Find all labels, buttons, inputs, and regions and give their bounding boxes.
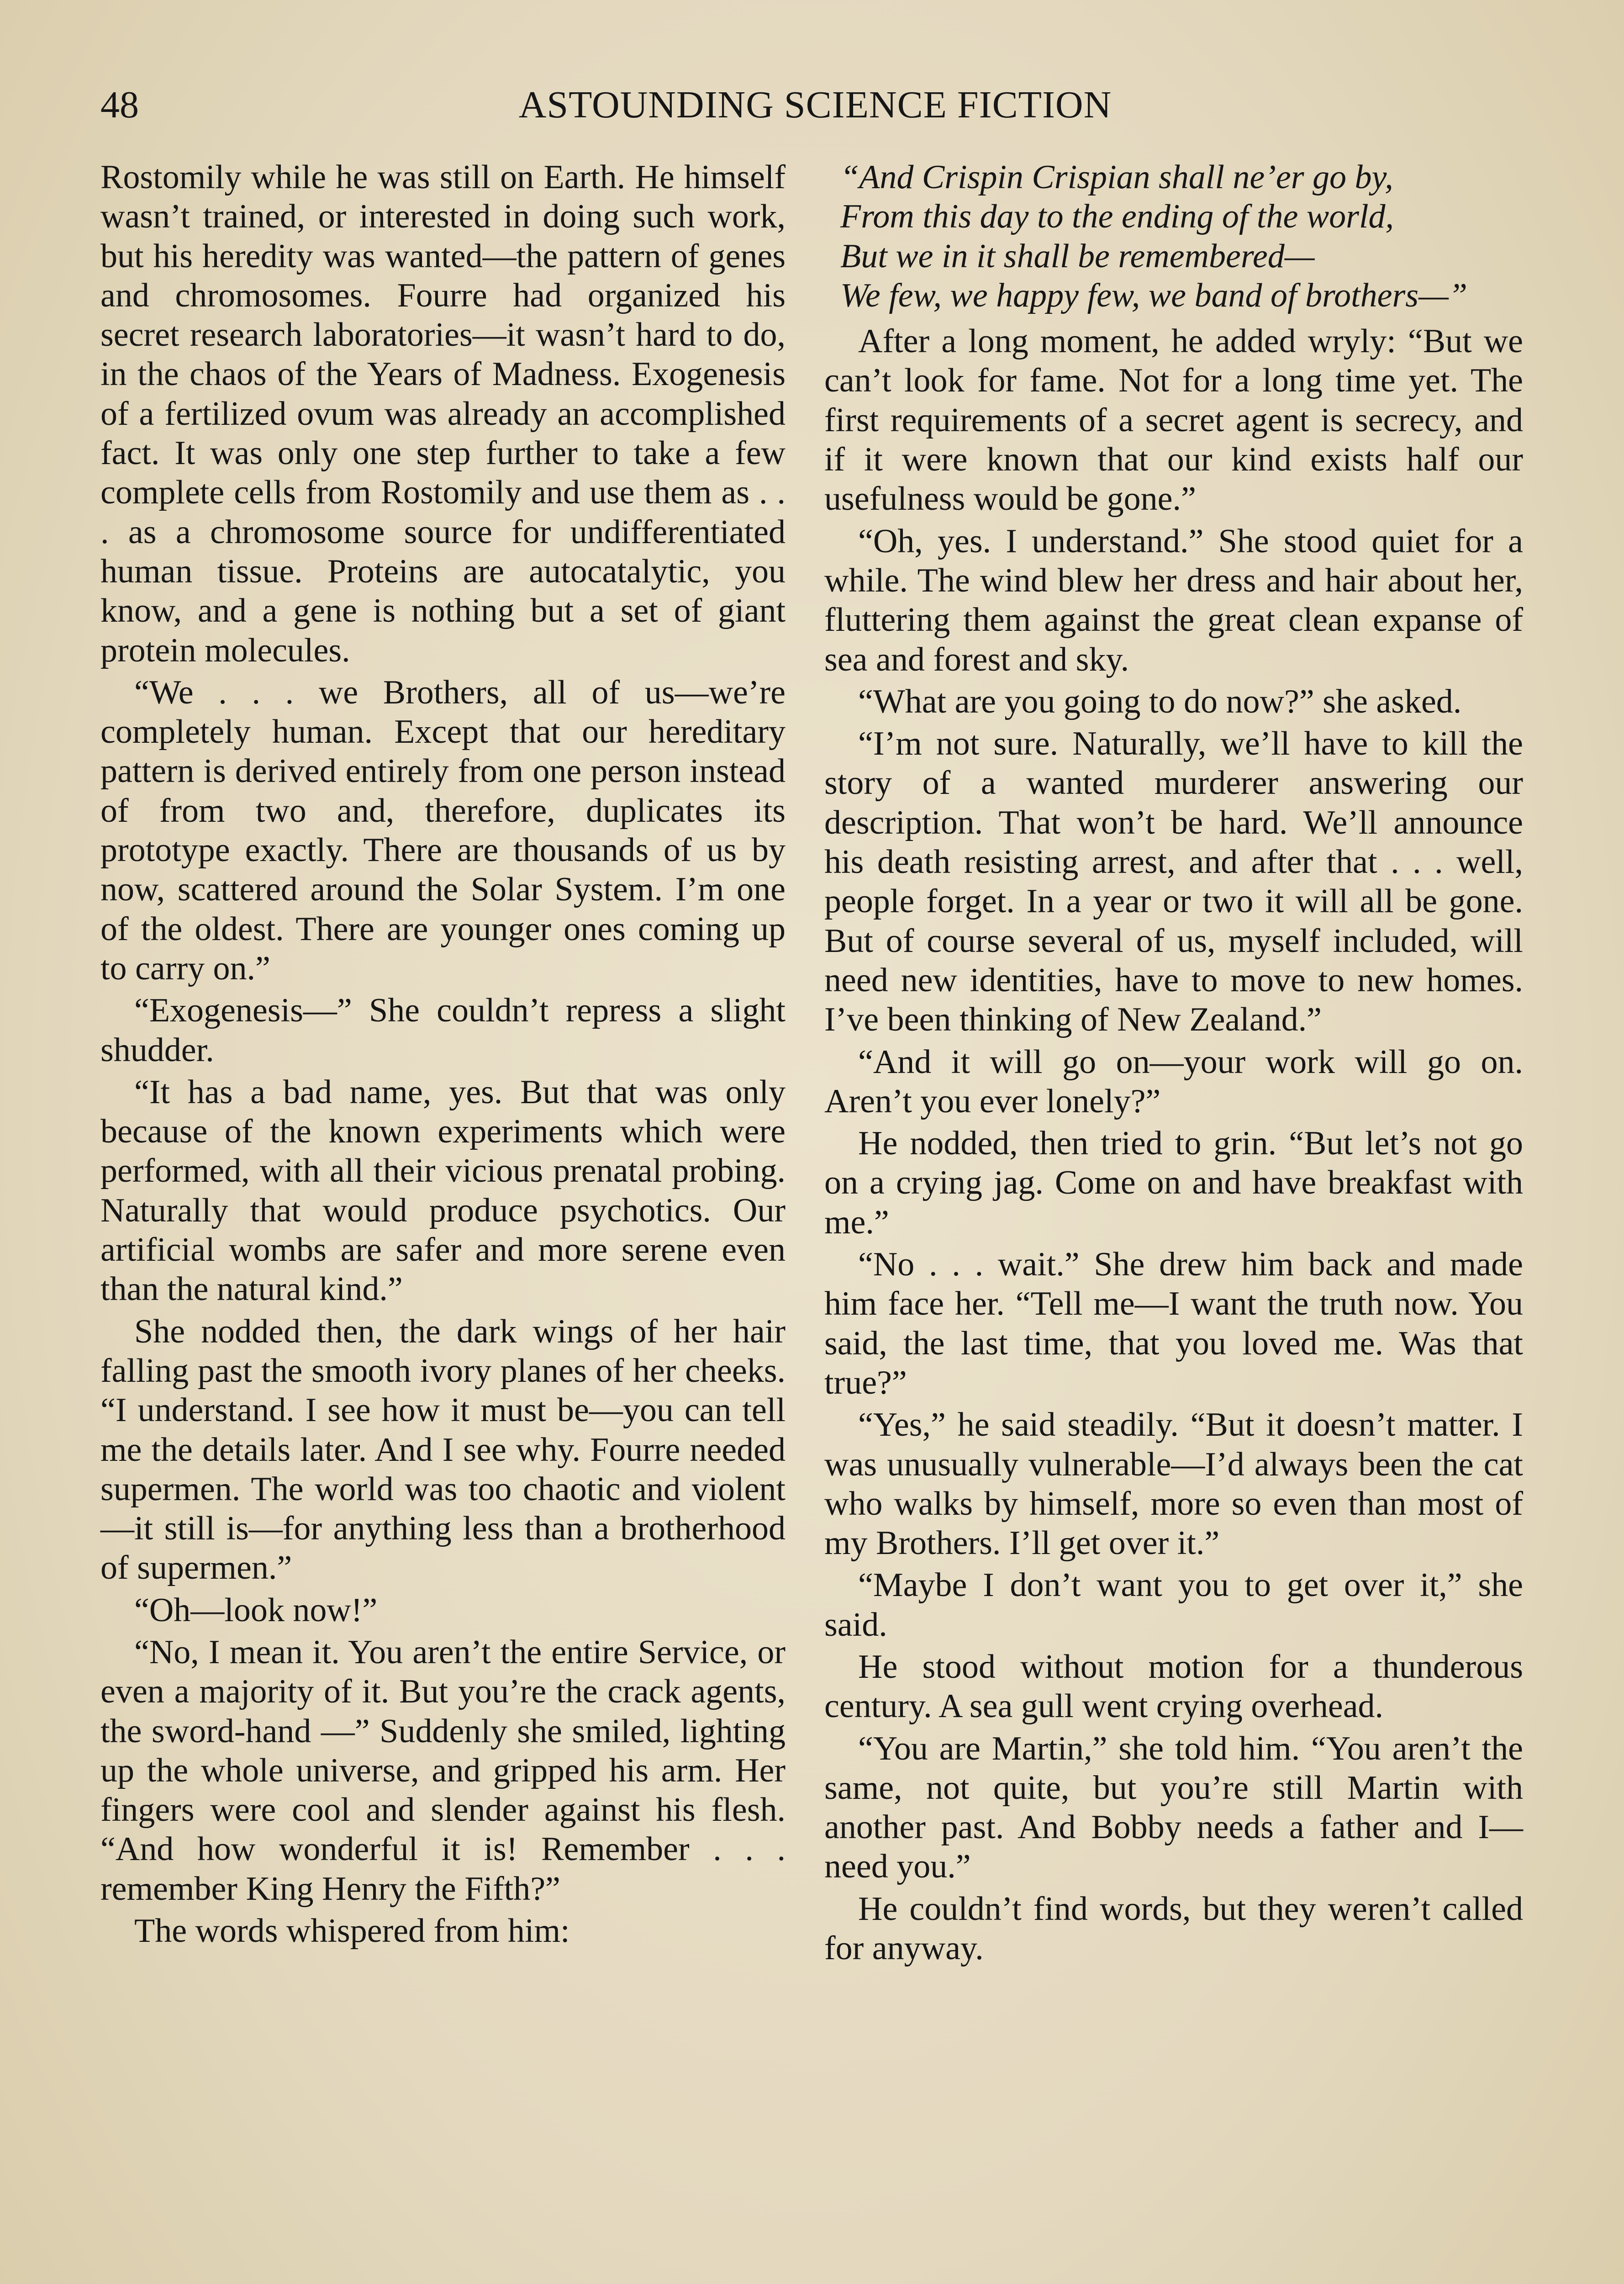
paragraph: “You are Martin,” she told him. “You aren’t the same, not quite, but you’re still Martin with another past. And Bobby needs a father and I—need you.” [824, 1729, 1523, 1886]
paragraph: “Maybe I don’t want you to get over it,” she said. [824, 1566, 1523, 1644]
left-column [100, 158, 786, 1953]
paragraph: “Exogenesis—” She couldn’t repress a slight shudder. [100, 992, 786, 1069]
verse-line: “And Crispin Crispian shall ne’er go by, [840, 159, 1393, 196]
paragraph: The words whispered from him: [134, 1912, 570, 1950]
paragraph: “I’m not sure. Naturally, we’ll have to kill the story of a wanted murderer answering our description. That won’t be hard. We’ll announce his death resisting arrest, and after that . . . well, people forget. In a year or two it will all be gone. But of course several of us, myself included, will need new identities, have to move to new homes. I’ve been thinking of New Zealand.” [824, 725, 1523, 1039]
right-column [824, 158, 1523, 1971]
paragraph: He couldn’t find words, but they weren’t called for anyway. [824, 1890, 1523, 1967]
verse-quote [824, 158, 1523, 315]
paragraph: “And it will go on—your work will go on. Aren’t you ever lonely?” [824, 1043, 1523, 1120]
paragraph: She nodded then, the dark wings of her hair falling past the smooth ivory planes of her cheeks. “I understand. I see how it must be—you can tell me the details later. And I see why. Fourre needed supermen. The world was too chaotic and violent—it still is—for anything less than a brotherhood of supermen.” [100, 1312, 786, 1587]
paragraph: “Oh, yes. I understand.” She stood quiet for a while. The wind blew her dress and hair about her, fluttering them against the great clean expanse of sea and forest and sky. [824, 522, 1523, 678]
paragraph: “No, I mean it. You aren’t the entire Service, or even a majority of it. But you’re the crack agents, the sword-hand —” Suddenly she smiled, lighting up the whole universe, and gripped his arm. Her fingers were cool and slender against his flesh. “And how wonderful it is! Remember . . . remember King Henry the Fifth?” [100, 1633, 786, 1908]
paragraph: “What are you going to do now?” she asked. [858, 682, 1462, 720]
paragraph: After a long moment, he added wryly: “But we can’t look for fame. Not for a long time yet. The first requirements of a secret agent is secrecy, and if it were known that our kind exists half our usefulness would be gone.” [824, 323, 1523, 518]
page-number: 48 [100, 84, 139, 126]
paragraph: “We . . . we Brothers, all of us—we’re completely human. Except that our hereditary pattern is derived entirely from one person instead of from two and, therefore, duplicates its prototype exactly. There are thousands of us by now, scattered around the Solar System. I’m one of the oldest. There are younger ones coming up to carry on.” [100, 673, 786, 987]
paragraph: He nodded, then tried to grin. “But let’s not go on a crying jag. Come on and have breakfast with me.” [824, 1125, 1523, 1241]
page-header [100, 80, 1530, 130]
paragraph: “Yes,” he said steadily. “But it doesn’t matter. I was unusually vulnerable—I’d always been the cat who walks by himself, more so even than most of my Brothers. I’ll get over it.” [824, 1406, 1523, 1562]
paragraph: He stood without motion for a thunderous century. A sea gull went crying overhead. [824, 1648, 1523, 1725]
verse-line: From this day to the ending of the world, [840, 198, 1394, 236]
verse-line: We few, we happy few, we band of brothers—” [840, 276, 1468, 314]
paragraph: “No . . . wait.” She drew him back and made him face her. “Tell me—I want the truth now. You said, the last time, that you loved me. Was that true?” [824, 1246, 1523, 1401]
verse-line: But we in it shall be remembered— [840, 237, 1315, 275]
paragraph: “It has a bad name, yes. But that was only because of the known experiments which were performed, with all their vicious prenatal probing. Naturally that would produce psychotics. Our artificial wombs are safer and more serene even than the natural kind.” [100, 1073, 786, 1308]
paragraph: “Oh—look now!” [134, 1591, 378, 1629]
running-title: ASTOUNDING SCIENCE FICTION [518, 84, 1112, 126]
paragraph: Rostomily while he was still on Earth. He himself wasn’t trained, or interested in doing such work, but his heredity was wanted—the pattern of genes and chromosomes. Fourre had organized his secret research laboratories—it wasn’t hard to do, in the chaos of the Years of Madness. Exogenesis of a fertilized ovum was already an accomplished fact. It was only one step further to take a few complete cells from Rostomily and use them as . . . as a chromosome source for undifferentiated human tissue. Proteins are autocatalytic, you know, and a gene is nothing but a set of giant protein molecules. [100, 159, 786, 669]
